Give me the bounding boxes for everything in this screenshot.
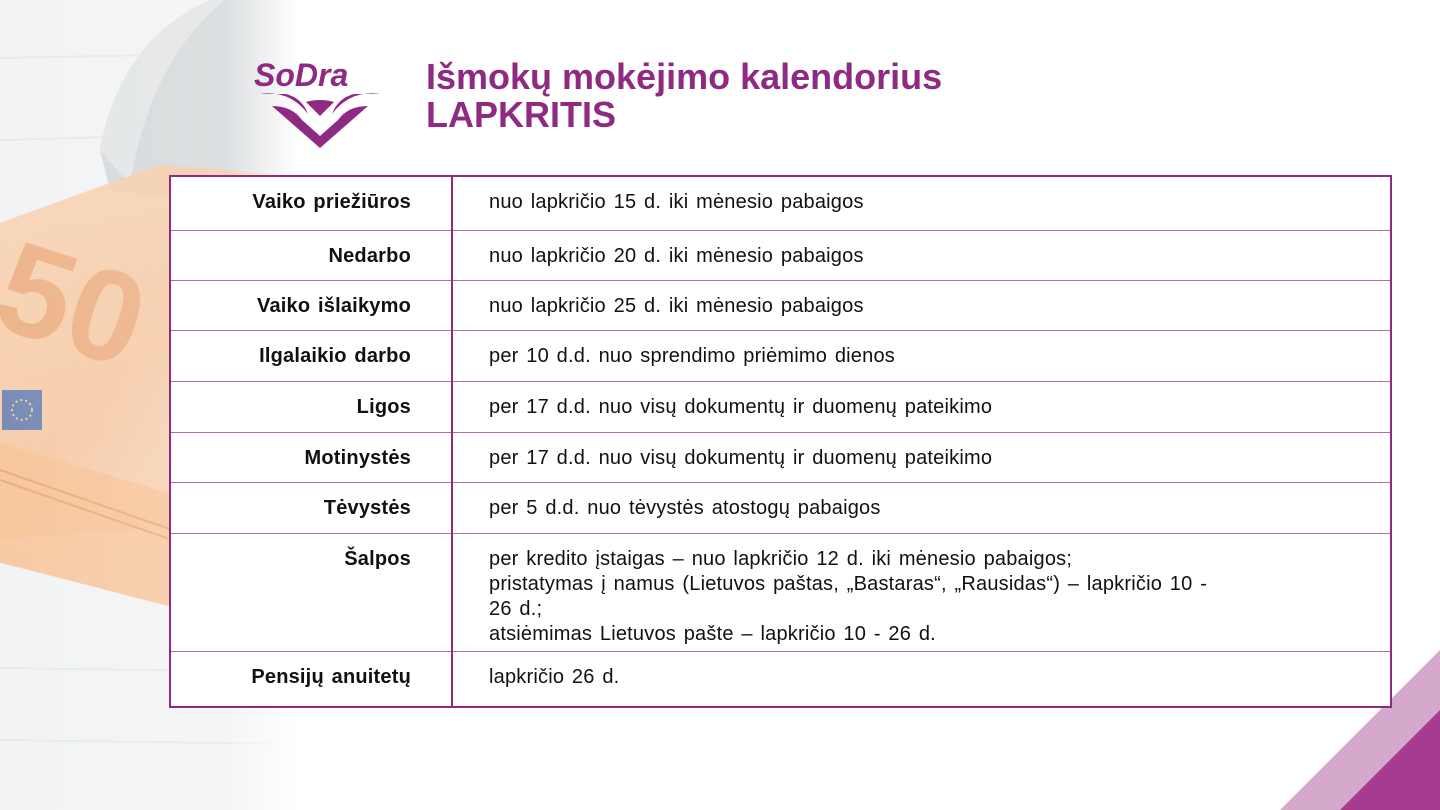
benefit-name-cell: Ilgalaikio darbo xyxy=(170,330,452,381)
payment-info-cell: per 17 d.d. nuo visų dokumentų ir duomenų pateikimo xyxy=(452,432,1391,482)
payment-info-cell: per kredito įstaigas – nuo lapkričio 12 d. iki mėnesio pabaigos; pristatymas į namus (Lietuvos paštas, „Bastaras“, „Rausidas“) – lapkričio 10 - 26 d.; atsiėmimas Lietuvos pašte – lapkričio 10 - 26 d. xyxy=(452,533,1391,651)
table-row xyxy=(170,432,1391,482)
title-line-1: Išmokų mokėjimo kalendorius xyxy=(426,56,943,97)
table-row xyxy=(170,280,1391,330)
table-row xyxy=(170,381,1391,432)
benefit-name-cell: Vaiko išlaikymo xyxy=(170,280,452,330)
table-row xyxy=(170,533,1391,651)
payment-calendar-table xyxy=(169,175,1392,708)
payment-info-cell: lapkričio 26 d. xyxy=(452,651,1391,707)
benefit-name-cell: Ligos xyxy=(170,381,452,432)
payment-info-cell: nuo lapkričio 25 d. iki mėnesio pabaigos xyxy=(452,280,1391,330)
benefit-name-cell: Pensijų anuitetų xyxy=(170,651,452,707)
benefit-name-cell: Vaiko priežiūros xyxy=(170,176,452,230)
table-row xyxy=(170,230,1391,280)
page-title xyxy=(426,58,942,134)
table-row xyxy=(170,330,1391,381)
table-row xyxy=(170,651,1391,707)
payment-info-cell: nuo lapkričio 20 d. iki mėnesio pabaigos xyxy=(452,230,1391,280)
title-line-2: LAPKRITIS xyxy=(426,94,617,135)
benefit-name-cell: Tėvystės xyxy=(170,482,452,533)
table-row xyxy=(170,176,1391,230)
benefit-name-cell: Šalpos xyxy=(170,533,452,651)
payment-info-cell: per 17 d.d. nuo visų dokumentų ir duomenų pateikimo xyxy=(452,381,1391,432)
payment-info-cell: per 10 d.d. nuo sprendimo priėmimo dienos xyxy=(452,330,1391,381)
svg-text:SoDra: SoDra xyxy=(254,57,349,93)
table-row xyxy=(170,482,1391,533)
benefit-name-cell: Nedarbo xyxy=(170,230,452,280)
payment-info-cell: per 5 d.d. nuo tėvystės atostogų pabaigos xyxy=(452,482,1391,533)
benefit-name-cell: Motinystės xyxy=(170,432,452,482)
payment-info-cell: nuo lapkričio 15 d. iki mėnesio pabaigos xyxy=(489,191,864,213)
sodra-logo xyxy=(252,58,388,150)
